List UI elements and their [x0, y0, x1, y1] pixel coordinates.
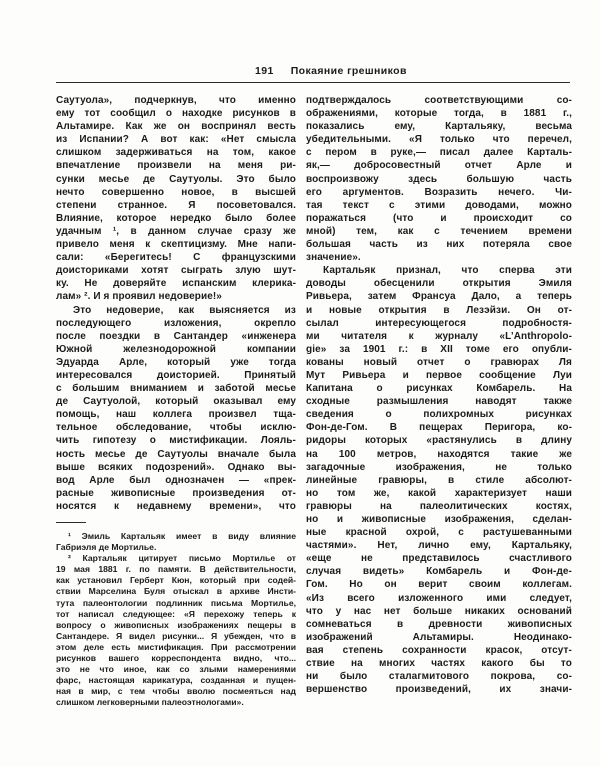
text-columns [56, 94, 572, 709]
body-text-line: ни было сталагмитового покрова, со- [306, 671, 572, 683]
footnote-rule [56, 522, 86, 523]
body-text-line: из Испании? А вот как: «Нет смысла [56, 134, 296, 146]
body-text-line: линейные гравюры, в стиле абсолют- [306, 474, 572, 486]
body-text-line: Фон-де-Гом. В пещерах Перигора, ко- [306, 422, 572, 434]
body-text-line: выше всяких подозрений». Однако вы- [56, 461, 296, 473]
footnote-text-line: фарс, настоящая карикатура, созданная и пущен- [56, 675, 296, 686]
body-text-line: Эдуарда Арле, который уже тогда [56, 356, 296, 368]
body-text-line: чить гипотезу о мистификации. Лояль- [56, 435, 296, 447]
body-text-line: Мут Ривьера и первое сообщение Луи [306, 369, 572, 381]
body-text-line: показались ему, Картальяку, весьма [306, 121, 572, 133]
body-text-line: тельное обследование, чтобы исклю- [56, 422, 296, 434]
body-text-line: «Из всего изложенного ими следует, [306, 592, 572, 604]
body-text-line: но и живописные изображения, сделан- [306, 514, 572, 525]
body-text-line: Южной железнодорожной компании [56, 343, 296, 355]
body-text-line: gie» за 1901 г.: в XII томе его опубли- [306, 343, 572, 355]
body-text-line: привело меня к скептицизму. Мне напи- [56, 239, 296, 251]
body-text-line: изображений Альтамиры. Неодинако- [306, 631, 572, 643]
body-text-line: воспроизвожу здесь большую часть [306, 173, 572, 185]
footnote-text-line: Сантандере. Я видел рисунки... Я убежден, что в [56, 630, 296, 641]
footnote-text-line: ² Картальяк цитирует письмо Мортилье от [68, 553, 296, 564]
body-text-line: и новые открытия в Лезэйзи. Он от- [306, 304, 572, 316]
body-text-line: степени странное. Я посоветовался. [56, 199, 296, 211]
footnote-text-line: вопросу о живописных изображениях пещеры в [56, 619, 296, 630]
body-text-line: что у нас нет больше никаких оснований [306, 605, 572, 617]
body-text-line: гравюры на палеолитических костях, [306, 500, 572, 512]
right-column [306, 94, 572, 709]
body-text-line: после поездки в Сантандер «инженера [56, 330, 296, 342]
body-text-line: вод Арле был однозначен — «прек- [56, 474, 296, 486]
body-text-line: ми читателя к журналу «L’Anthropolo- [306, 330, 572, 342]
body-text-line: впечатление произвели на меня ри- [56, 160, 296, 172]
body-text-line: Капитана о рисунках Комбарель. На [306, 383, 572, 395]
footnote-text-line: ствии Марселина Буля отыскал в архиве Инсти- [56, 586, 296, 597]
body-text-line: с большим вниманием и заботой месье [56, 383, 296, 395]
left-column [56, 94, 296, 709]
footnote-text-line: тот написал следующее: «Я перехожу теперь к [56, 608, 296, 619]
body-text-line: Саутуола», подчеркнув, что именно [56, 95, 296, 106]
body-text-line: тая текст с этими доводами, можно [306, 199, 572, 211]
page-header [255, 65, 407, 77]
body-text-line: но том же, какой характеризует наши [306, 487, 572, 499]
body-text-line: удачным ¹, в данном случае сразу же [56, 225, 296, 237]
body-text-line: Это недоверие, как выясняется из [73, 304, 296, 316]
body-text-line: «еще не представилось счастливого [306, 553, 572, 565]
body-text-line: частями». Нет, лично ему, Картальяку, [306, 540, 572, 552]
body-text-line: Альтамире. Как же он воспринял весть [56, 121, 296, 133]
body-text-line: носятся к недавнему времени», что [56, 500, 296, 512]
body-text-line: вая степень сохранности красок, отсут- [306, 644, 572, 656]
footnote-text-line: ¹ Эмиль Картальяк имеет в виду влияние [68, 531, 296, 541]
body-text-line: Гом. Но он верит своим коллегам. [306, 579, 572, 591]
body-text-line: случая видеть» Комбарель и Фон-де- [306, 566, 572, 578]
body-text-line: як,— добросовестный отчет Арле и [306, 160, 572, 172]
body-text-line: ку. Не доверяйте испанским клерика- [56, 278, 296, 290]
body-text-line: расные живописные произведения от- [56, 487, 296, 499]
body-text-line: сали: «Берегитесь! С французскими [56, 252, 296, 264]
page-header-title: Покаяние грешников [290, 65, 407, 77]
body-text-line: мной) тем, как с течением времени [306, 225, 572, 237]
page-number: 191 [255, 65, 274, 77]
body-text-line: его аргументов. Возразить нечего. Чи- [306, 186, 572, 198]
body-text-line: интересовался доисторией. Принятый [56, 369, 296, 381]
body-text-line: подтверждалось соответствующими со- [306, 95, 572, 106]
body-text-line: сходные размышления наводят также [306, 396, 572, 408]
body-text-line: поражаться (что и происходит со [306, 212, 572, 224]
body-text-line: кованы новый отчет о гравюрах Ля [306, 356, 572, 368]
footnote-text-line: как установил Герберт Кюн, который при содей- [56, 575, 296, 586]
body-text-line: нечто совершенно новое, в высшей [56, 186, 296, 198]
footnote-text-line: рисунков вашего корреспондента видно, что... [56, 653, 296, 664]
body-text-line: ствие на многих частях какого бы то [306, 658, 572, 670]
body-text-line: лам» ². И я проявил недоверие!» [56, 291, 222, 303]
body-text-line: сомневаться в древности живописных [306, 618, 572, 630]
body-text-line: загадочные изображения, не только [306, 461, 572, 473]
footnote-text-line: 19 мая 1881 г. по памяти. В действительности, [56, 564, 296, 575]
footnote-text-line: ная в мир, с тем чтобы вволю посмеяться над [56, 686, 296, 697]
header-rule [56, 82, 570, 83]
body-text-line: значение». [306, 252, 361, 264]
body-text-line: помощь, наш коллега произвел тща- [56, 409, 296, 421]
body-text-line: ридоры которых «растянулись в длину [306, 435, 572, 447]
body-text-line: сведения о полихромных рисунках [306, 409, 572, 421]
body-text-line: Картальяк признал, что сперва эти [323, 265, 572, 277]
body-text-line: большая часть из них потеряла свое [306, 239, 572, 251]
footnote-text-line: слишком легковерными палеоэтнологами». [56, 697, 244, 708]
body-text-line: слишком задерживаться на том, какое [56, 147, 296, 159]
body-text-line: с пером в руке,— писал далее Карталь- [306, 147, 572, 159]
footnote-text-line: этом деле есть мистификация. При рассмотрении [56, 641, 296, 652]
body-text-line: вершенство произведений, их значи- [306, 684, 572, 696]
body-text-line: ему тот сообщил о находке рисунков в [56, 108, 296, 120]
footnote-text-line: это не что иное, как со злыми намерениями [56, 664, 296, 675]
body-text-line: де Саутуолой, который оказывал ему [56, 396, 296, 408]
body-text-line: Влияние, которое нередко было более [56, 212, 296, 224]
body-text-line: на 100 метров, находятся такие же [306, 448, 572, 460]
body-text-line: сылал интересующегося подробностя- [306, 317, 572, 329]
body-text-line: доисториками хотят сыграть злую шут- [56, 265, 296, 277]
body-text-line: убедительными. «Я только что перечел, [306, 134, 572, 146]
footnote-text-line: Габриэля де Мортилье. [56, 542, 157, 553]
body-text-line: ображениями, которые тогда, в 1881 г., [306, 108, 572, 120]
body-text-line: ные красной охрой, с растушеванными [306, 527, 572, 539]
body-text-line: сунки месье де Саутуолы. Это было [56, 173, 296, 185]
footnote-text-line: тута палеонтологии подлинник письма Мортилье, [56, 597, 296, 608]
body-text-line: ность месье де Саутуолы вначале была [56, 448, 296, 460]
body-text-line: доводы обесценили открытия Эмиля [306, 278, 572, 290]
body-text-line: последующего изложения, окрепло [56, 317, 296, 329]
body-text-line: Ривьера, затем Франсуа Дало, а теперь [306, 291, 572, 303]
